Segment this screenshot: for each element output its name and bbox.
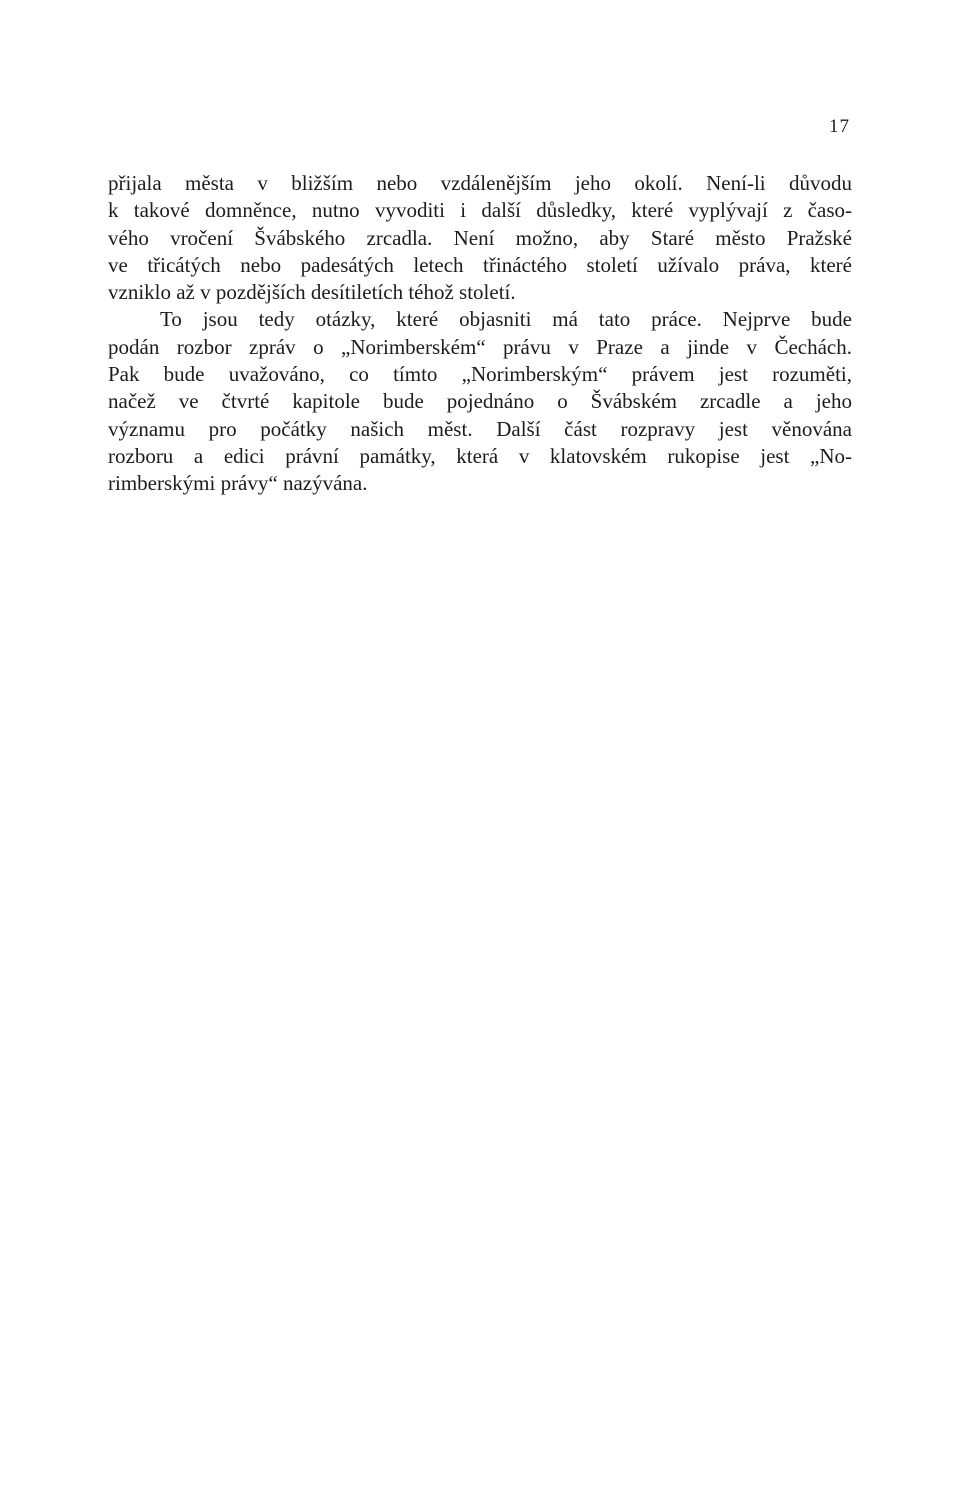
text-line: ve třicátých nebo padesátých letech třináctého století užívalo práva, které (108, 252, 852, 277)
page-number: 17 (829, 116, 850, 137)
text-line: To jsou tedy otázky, které objasniti má tato práce. Nejprve bude (160, 307, 852, 332)
text-line: přijala města v bližším nebo vzdálenějším jeho okolí. Není-li důvodu (108, 171, 852, 195)
text-line: k takové domněnce, nutno vyvoditi i další důsledky, které vyplývají z časo- (108, 198, 852, 223)
text-line: vzniklo až v pozdějších desítiletích téhož století. (108, 280, 516, 305)
text-line: podán rozbor zpráv o „Norimberském“ právu v Praze a jinde v Čechách. (108, 334, 852, 359)
text-line: vého vročení Švábského zrcadla. Není možno, aby Staré město Pražské (108, 225, 852, 250)
text-line: významu pro počátky našich měst. Další část rozpravy jest věnována (108, 416, 852, 441)
text-line: načež ve čtvrté kapitole bude pojednáno o Švábském zrcadle a jeho (108, 389, 852, 414)
text-line: Pak bude uvažováno, co tímto „Norimberským“ právem jest rozuměti, (108, 362, 852, 387)
body-text (108, 170, 852, 498)
text-line: rozboru a edici právní památky, která v klatovském rukopise jest „No- (108, 443, 852, 468)
text-line: rimberskými právy“ nazývána. (108, 471, 368, 496)
